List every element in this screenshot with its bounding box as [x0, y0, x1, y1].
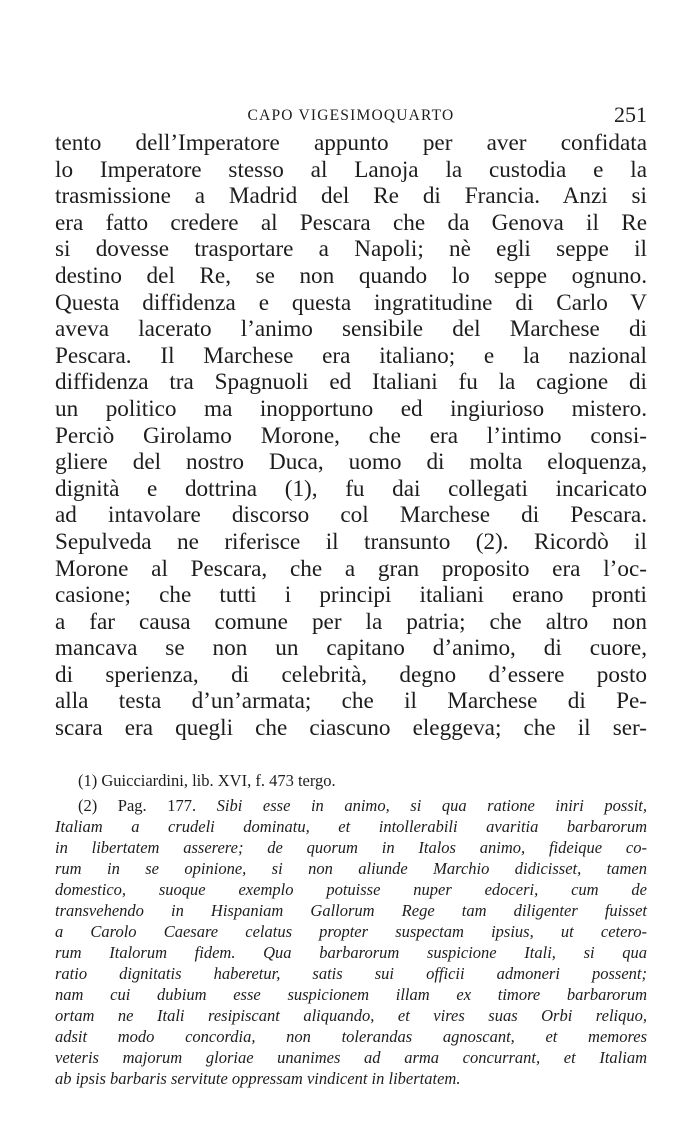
- body-line: lo Imperatore stesso al Lanoja la custodia e la: [55, 156, 647, 183]
- body-line: alla testa d’un’armata; che il Marchese di Pe-: [55, 688, 647, 715]
- footnote-line: domestico, suoque exemplo potuisse nuper edoceri, cum de: [55, 880, 647, 899]
- footnote-line: adsit modo concordia, non tolerandas agnoscant, et memores: [55, 1027, 647, 1046]
- running-head: [55, 102, 647, 132]
- footnote-line: ratio dignitatis haberetur, satis sui officii admoneri possent;: [55, 964, 647, 983]
- footnote-2-prefix: (2) Pag. 177.: [78, 796, 197, 815]
- body-line: diffidenza tra Spagnuoli ed Italiani fu la cagione di: [55, 369, 647, 396]
- body-line: Sepulveda ne riferisce il transunto (2). Ricordò il: [55, 528, 647, 555]
- footnote-line: in libertatem asserere; de quorum in Italos animo, fideique co-: [55, 838, 647, 857]
- footnote-line: ab ipsis barbaris servitute oppressam vindicent in libertatem.: [55, 1069, 461, 1088]
- body-line: un politico ma inopportuno ed ingiurioso mistero.: [55, 395, 647, 422]
- body-line: Pescara. Il Marchese era italiano; e la nazional: [55, 342, 647, 369]
- footnote-line: rum in se opinione, si non aliunde Marchio didicisset, tamen: [55, 859, 647, 878]
- footnote-line: transvehendo in Hispaniam Gallorum Rege tam diligenter fuisset: [55, 901, 647, 920]
- body-line: destino del Re, se non quando lo seppe ognuno.: [55, 262, 647, 289]
- body-text: [55, 130, 647, 742]
- body-line: di sperienza, di celebrità, degno d’essere posto: [55, 661, 647, 688]
- body-line: scara era quegli che ciascuno eleggeva; che il ser-: [55, 715, 647, 742]
- body-line: gliere del nostro Duca, uomo di molta eloquenza,: [55, 449, 647, 476]
- body-line: casione; che tutti i principi italiani erano pronti: [55, 582, 647, 609]
- running-title: CAPO VIGESIMOQUARTO: [247, 107, 455, 124]
- body-line: Perciò Girolamo Morone, che era l’intimo consi-: [55, 422, 647, 449]
- footnote-quote: Sibi esse in animo, si qua ratione iniri possit,: [216, 796, 647, 815]
- body-line: si dovesse trasportare a Napoli; nè egli seppe il: [55, 236, 647, 263]
- body-line: Questa diffidenza e questa ingratitudine di Carlo V: [55, 289, 647, 316]
- body-line: era fatto credere al Pescara che da Genova il Re: [55, 209, 647, 236]
- footnote-1: (1) Guicciardini, lib. XVI, f. 473 tergo.: [78, 771, 336, 790]
- footnotes: [55, 770, 647, 1089]
- page-number: 251: [614, 102, 647, 127]
- footnote-line: [55, 795, 647, 816]
- body-line: a far causa comune per la patria; che altro non: [55, 608, 647, 635]
- footnote-line: ortam ne Itali resipiscant aliquando, et vires suas Orbi reliquo,: [55, 1006, 647, 1025]
- footnote-line: nam cui dubium esse suspicionem illam ex timore barbarorum: [55, 985, 647, 1004]
- body-line: ad intavolare discorso col Marchese di Pescara.: [55, 502, 647, 529]
- footnote-line: Italiam a crudeli dominatu, et intollerabili avaritia barbarorum: [55, 817, 647, 836]
- body-line: aveva lacerato l’animo sensibile del Marchese di: [55, 316, 647, 343]
- body-line: dignità e dottrina (1), fu dai collegati incaricato: [55, 475, 647, 502]
- footnote-line: rum Italorum fidem. Qua barbarorum suspicione Itali, si qua: [55, 943, 647, 962]
- footnote-line: a Carolo Caesare celatus propter suspectam ipsius, ut cetero-: [55, 922, 647, 941]
- body-line: trasmissione a Madrid del Re di Francia. Anzi si: [55, 183, 647, 210]
- body-line: mancava se non un capitano d’animo, di cuore,: [55, 635, 647, 662]
- footnote-2: [55, 795, 647, 1089]
- footnote-line: veteris majorum gloriae unanimes ad arma concurrant, et Italiam: [55, 1048, 647, 1067]
- body-line: tento dell’Imperatore appunto per aver confidata: [55, 130, 647, 156]
- body-line: Morone al Pescara, che a gran proposito era l’oc-: [55, 555, 647, 582]
